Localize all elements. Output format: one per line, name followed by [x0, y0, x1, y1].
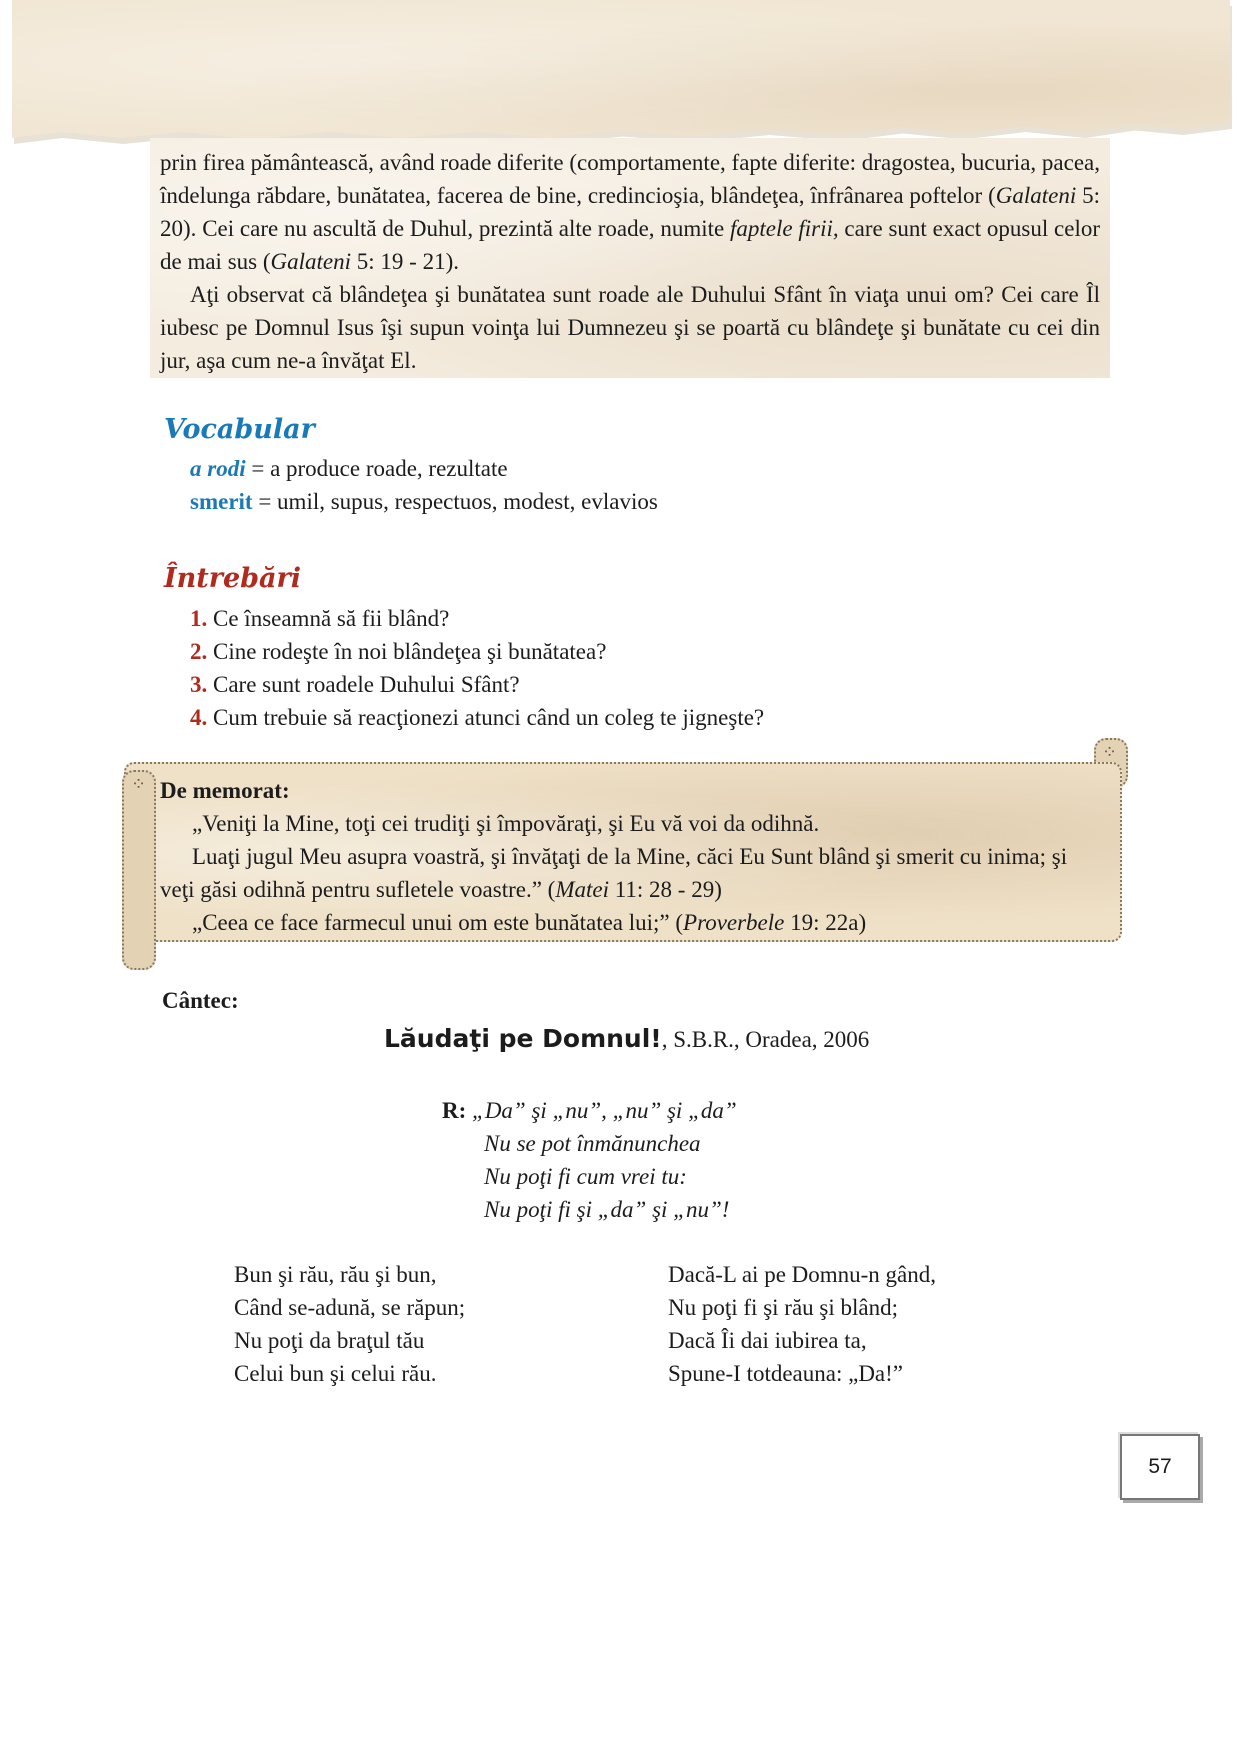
intro-text — [160, 146, 1100, 377]
memorize-line-2: Luaţi jugul Meu asupra voastră, şi învăţaţi de la Mine, căci Eu Sunt blând şi smerit cu inima; şi veţi găsi odihnă pentru sufletele voastre.” (Matei 11: 28 - 29) — [160, 844, 1068, 902]
scroll-curl-left — [122, 770, 156, 970]
vocab-definition: = a produce roade, rezultate — [245, 456, 508, 481]
question-4: 4. Cum trebuie să reacţionezi atunci când un coleg te jigneşte? — [190, 705, 765, 730]
memorize-content — [160, 774, 1100, 939]
page-number: 57 — [1148, 1455, 1172, 1478]
song-label: Cântec: — [162, 988, 239, 1013]
song-verse-right — [668, 1258, 936, 1390]
intro-parchment-box — [150, 138, 1110, 378]
vocabulary-heading: Vocabular — [164, 414, 315, 445]
verse-line: Celui bun şi celui rău. — [234, 1361, 437, 1386]
question-3: 3. Care sunt roadele Duhului Sfânt? — [190, 672, 520, 697]
verse-line: Spune-I totdeauna: „Da!” — [668, 1361, 904, 1386]
questions-heading: Întrebări — [164, 563, 301, 594]
refrain-line: Nu se pot înmănunchea — [484, 1131, 701, 1156]
memorize-line-1: „Veniţi la Mine, toţi cei trudiţi şi împovăraţi, şi Eu vă voi da odihnă. — [192, 811, 820, 836]
song-title-line — [384, 1024, 869, 1053]
song-verse-left — [234, 1258, 465, 1390]
scroll-curl-dot-icon: ⁘ — [1102, 742, 1118, 762]
memorize-line-3: „Ceea ce face farmecul unui om este bunătatea lui;” (Proverbele 19: 22a) — [192, 910, 867, 935]
refrain-label: R: — [442, 1098, 467, 1123]
scroll-curl-dot-icon: ⁘ — [131, 774, 147, 794]
song-title: Lăudaţi pe Domnul! — [384, 1024, 662, 1053]
question-1: 1. Ce înseamnă să fii blând? — [190, 606, 450, 631]
intro-paragraph-1: prin firea pământească, având roade diferite (comportamente, fapte diferite: dragostea, bucuria, pacea, îndelunga răbdare, bunătatea, facerea de bine, credincioşia, blândeţea, înfrânarea poftelor (Galateni 5: 20). Cei care nu ascultă de Duhul, prezintă alte roade, numite faptele firii, care sunt exact opusul celor de mai sus (Galateni 5: 19 - 21). — [160, 150, 1101, 274]
vocab-item-smerit — [190, 487, 658, 517]
question-2: 2. Cine rodeşte în noi blândeţea şi bunătatea? — [190, 639, 607, 664]
verse-line: Dacă-L ai pe Domnu-n gând, — [668, 1262, 937, 1287]
vocab-term: smerit — [190, 489, 253, 514]
vocab-term: a rodi — [190, 456, 246, 481]
song-source: , S.B.R., Oradea, 2006 — [661, 1027, 870, 1052]
verse-line: Nu poţi fi şi rău şi blând; — [668, 1295, 898, 1320]
memorize-title: De memorat: — [160, 778, 290, 803]
verse-line: Dacă Îi dai iubirea ta, — [668, 1328, 867, 1353]
torn-paper-header — [12, 0, 1230, 150]
verse-line: Bun şi rău, rău şi bun, — [234, 1262, 437, 1287]
page-number-box — [1120, 1434, 1200, 1500]
ref-galateni-2: Galateni — [270, 249, 352, 274]
verse-line: Când se-adună, se răpun; — [234, 1295, 466, 1320]
refrain-line: Nu poţi fi cum vrei tu: — [484, 1164, 687, 1189]
ref-proverbele: Proverbele — [683, 910, 785, 935]
refrain-line: R: „Da” şi „nu”, „nu” şi „da” — [442, 1098, 737, 1123]
vocab-item-rodi — [190, 454, 508, 484]
vocab-definition: = umil, supus, respectuos, modest, evlavios — [252, 489, 658, 514]
ref-matei: Matei — [555, 877, 609, 902]
refrain-line: Nu poţi fi şi „da” şi „nu”! — [484, 1197, 730, 1222]
ref-galateni-1: Galateni — [995, 183, 1077, 208]
verse-line: Nu poţi da braţul tău — [234, 1328, 425, 1353]
intro-paragraph-2: Aţi observat că blândeţea şi bunătatea sunt roade ale Duhului Sfânt în viaţa unui om? Cei care Îl iubesc pe Domnul Isus îşi supun voinţa lui Dumnezeu şi se poartă cu blândeţe şi bunătate cu cei din jur, aşa cum ne-a învăţat El. — [160, 282, 1100, 373]
song-refrain — [442, 1094, 737, 1226]
term-fapte-firii: faptele firii, — [730, 216, 839, 241]
